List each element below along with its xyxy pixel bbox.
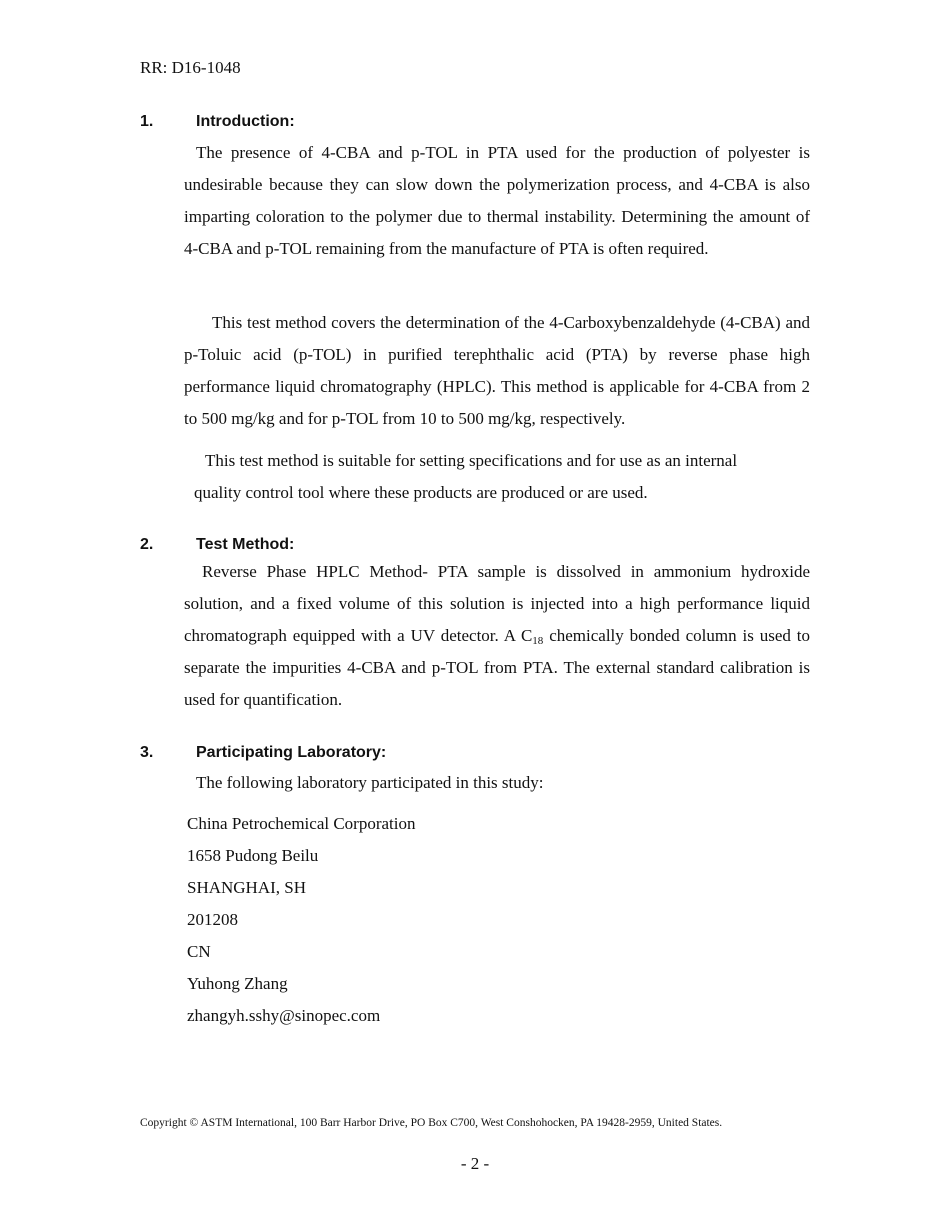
address-line-city: SHANGHAI, SH (187, 878, 307, 897)
report-id: RR: D16-1048 (140, 58, 241, 77)
section-number: 2. (140, 536, 154, 553)
section-title: Introduction: (196, 113, 295, 130)
section-heading-introduction (140, 113, 295, 131)
test-method-paragraph (184, 556, 810, 716)
section-title: Test Method: (196, 536, 295, 553)
laboratory-intro: The following laboratory participated in this study: (196, 773, 544, 792)
page-number: - 2 - (460, 1154, 490, 1173)
section-number: 3. (140, 744, 154, 761)
test-method-text-part-1: Reverse Phase HPLC Method- PTA sample is dissolved in ammonium hydroxide solution, and a fixed volume of this solution is injected into a high performance liquid chromatograph equipped with a UV detector. A C (184, 562, 810, 645)
copyright-footer: Copyright © ASTM International, 100 Barr Harbor Drive, PO Box C700, West Conshohocken, PA 19428-2959, United States. (140, 1117, 723, 1129)
address-line-country: CN (187, 942, 211, 961)
address-line-email: zhangyh.sshy@sinopec.com (187, 1006, 381, 1025)
address-line-organization: China Petrochemical Corporation (187, 814, 416, 833)
section-number: 1. (140, 113, 154, 130)
introduction-paragraph-1: The presence of 4-CBA and p-TOL in PTA used for the production of polyester is undesirable because they can slow down the polymerization process, and 4-CBA is also imparting coloration to the polymer due to thermal instability. Determining the amount of 4-CBA and p-TOL remaining from the manufacture of PTA is often required. (184, 143, 810, 258)
test-method-text-part-2: chemically bonded column is used to separate the impurities 4-CBA and p-TOL from PTA. The external standard calibration is used for quantification. (184, 626, 810, 709)
introduction-paragraph-3-line-2: quality control tool where these products are produced or are used. (194, 483, 648, 502)
introduction-paragraph-3-line-1: This test method is suitable for setting specifications and for use as an internal (205, 451, 738, 470)
section-title: Participating Laboratory: (196, 744, 387, 761)
section-heading-test-method (140, 536, 294, 554)
subscript-18: 18 (532, 635, 544, 647)
section-heading-participating-laboratory (140, 744, 386, 762)
address-line-postal-code: 201208 (187, 910, 238, 929)
introduction-paragraph-2: This test method covers the determination of the 4-Carboxybenzaldehyde (4-CBA) and p-Toluic acid (p-TOL) in purified terephthalic acid (PTA) by reverse phase high performance liquid chromatography (HPLC). This method is applicable for 4-CBA from 2 to 500 mg/kg and for p-TOL from 10 to 500 mg/kg, respectively. (184, 313, 810, 428)
address-line-street: 1658 Pudong Beilu (187, 846, 319, 865)
address-line-contact-name: Yuhong Zhang (187, 974, 288, 993)
